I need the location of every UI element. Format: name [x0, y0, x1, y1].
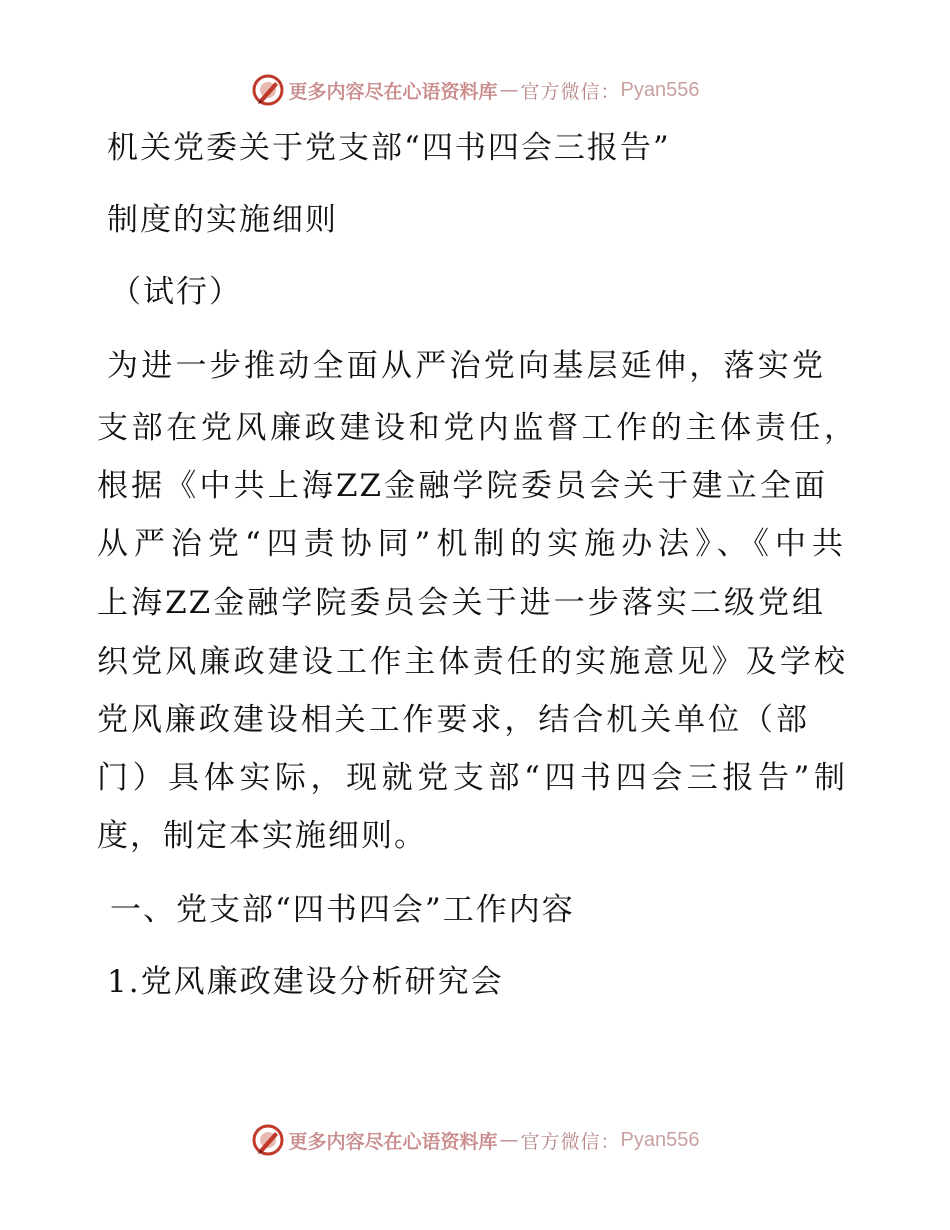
watermark-contact-label: 官方微信：	[520, 1130, 621, 1153]
watermark-text: 更多内容尽在心语资料库	[288, 1130, 498, 1153]
paragraph-line-1: 为进一步推动全面从严治党向基层延伸，落实党	[107, 348, 825, 384]
pen-logo-icon	[251, 1123, 285, 1157]
watermark-footer	[0, 1120, 950, 1160]
paragraph-line-5: 上海ZZ金融学院委员会关于进一步落实二级党组	[97, 585, 825, 621]
document-title-line-1: 机关党委关于党支部“四书四会三报告”	[107, 130, 671, 166]
paragraph-line-2: 支部在党风廉政建设和党内监督工作的主体责任，	[97, 410, 857, 446]
paragraph-line-4: 从严治党“四责协同”机制的实施办法》、《中共	[97, 526, 845, 562]
watermark-separator: —	[499, 1129, 519, 1151]
watermark-text: 更多内容尽在心语资料库	[288, 80, 498, 103]
list-item-1: 1.党风廉政建设分析研究会	[107, 964, 504, 1000]
watermark-contact-label: 官方微信：	[520, 80, 621, 103]
watermark-wechat-id: Pyan556	[620, 78, 700, 101]
watermark-header	[0, 70, 950, 110]
document-title-line-2: 制度的实施细则	[107, 202, 338, 238]
paragraph-line-3: 根据《中共上海ZZ金融学院委员会关于建立全面	[97, 468, 827, 504]
watermark-wechat-id: Pyan556	[620, 1128, 700, 1151]
section-heading: 一、党支部“四书四会”工作内容	[110, 892, 575, 928]
paragraph-line-7: 党风廉政建设相关工作要求，结合机关单位（部	[97, 702, 809, 738]
paragraph-line-9: 度，制定本实施细则。	[97, 818, 427, 854]
pen-logo-icon	[251, 73, 285, 107]
paragraph-line-6: 织党风廉政建设工作主体责任的实施意见》及学校	[97, 644, 847, 680]
paragraph-line-8: 门）具体实际，现就党支部“四书四会三报告”制	[97, 760, 847, 796]
document-subtitle: （试行）	[110, 274, 242, 310]
watermark-separator: —	[499, 79, 519, 101]
